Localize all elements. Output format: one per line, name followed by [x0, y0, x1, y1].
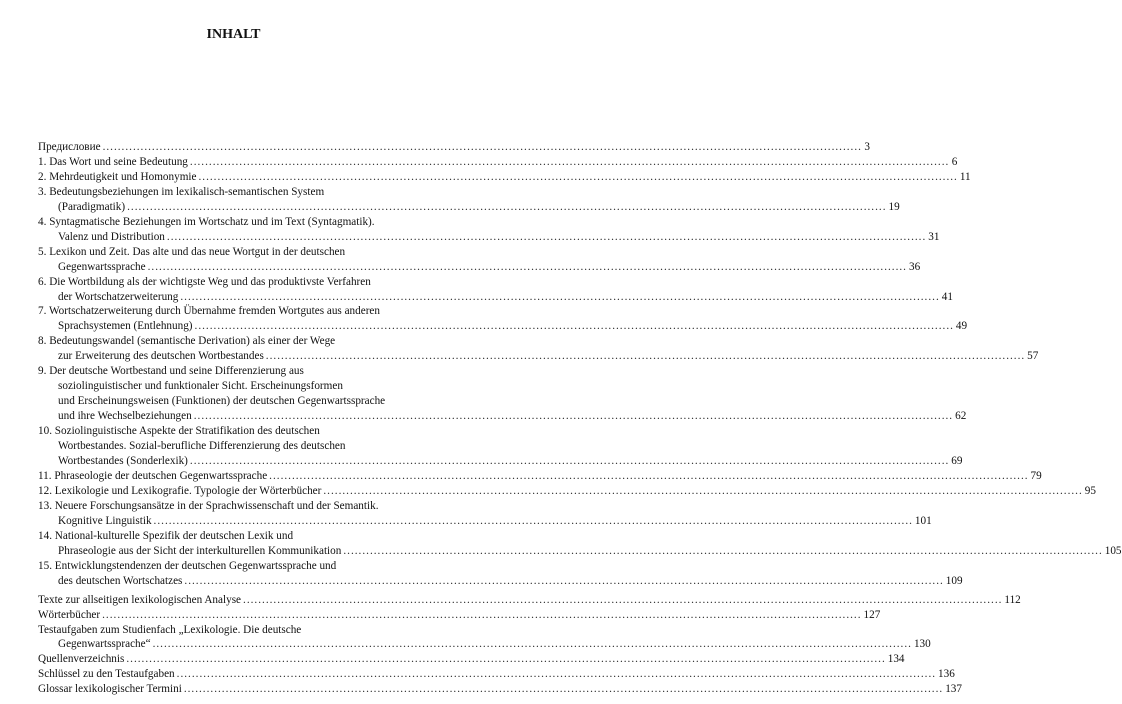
toc-entry-text: 9. Der deutsche Wortbestand und seine Differenzierung aus [38, 365, 304, 378]
toc-entry-text: Quellenverzeichnis [38, 653, 125, 666]
toc-entry[interactable] [38, 215, 940, 245]
toc-entry-text: und ihre Wechselbeziehungen [58, 410, 192, 423]
toc-entry[interactable] [38, 667, 955, 682]
toc-entry-text: Gegenwartssprache [58, 260, 146, 273]
toc-entry[interactable] [38, 529, 1122, 559]
toc-entry-text: 12. Lexikologie und Lexikografie. Typologie der Wörterbücher [38, 484, 322, 497]
dot-leader: ........................................................................................................................................................................................................ [269, 469, 1029, 482]
dot-leader: ........................................................................................................................................................................................................ [180, 290, 940, 303]
toc-entry-text: der Wortschatzerweiterung [58, 290, 179, 303]
dot-leader: ........................................................................................................................................................................................................ [102, 141, 862, 153]
dot-leader: ........................................................................................................................................................................................................ [152, 638, 912, 651]
dot-leader: ........................................................................................................................................................................................................ [102, 608, 862, 621]
toc-page-number: 112 [1004, 593, 1021, 606]
toc-entry-text: 1. Das Wort und seine Bedeutung [38, 155, 188, 168]
dot-leader: ........................................................................................................................................................................................................ [243, 593, 1003, 606]
toc-entry-text: 13. Neuere Forschungsansätze in der Sprachwissenschaft und der Semantik. [38, 499, 379, 512]
toc-page-number: 134 [887, 653, 905, 666]
toc-entry-text: Sprachsystemen (Entlehnung) [58, 320, 193, 333]
toc-entry-text: 10. Soziolinguistische Aspekte der Stratifikation des deutschen [38, 425, 320, 438]
toc-entry[interactable] [38, 608, 881, 623]
toc-entry[interactable] [38, 140, 870, 155]
toc-page-number: 62 [955, 410, 967, 423]
toc-entry[interactable] [38, 424, 963, 469]
toc-entry-text: Glossar lexikologischer Termini [38, 683, 182, 696]
toc-page-number: 105 [1104, 544, 1122, 557]
toc-page-number: 11 [959, 170, 971, 183]
dot-leader: ........................................................................................................................................................................................................ [194, 320, 954, 333]
toc-entry[interactable] [38, 170, 971, 185]
toc-entry-text: 7. Wortschatzerweiterung durch Übernahme fremden Wortgutes aus anderen [38, 305, 380, 318]
toc-page-number: 69 [951, 455, 963, 468]
toc-entry-text: Wortbestandes. Sozial-berufliche Differenzierung des deutschen [58, 440, 346, 453]
dot-leader: ........................................................................................................................................................................................................ [153, 514, 913, 527]
dot-leader: ........................................................................................................................................................................................................ [176, 668, 937, 681]
toc-entry-text: Valenz und Distribution [58, 230, 165, 243]
toc-entry-text: (Paradigmatik) [58, 200, 126, 213]
toc-entry[interactable] [38, 593, 1021, 608]
toc-entry-text: 8. Bedeutungswandel (semantische Derivation) als einer der Wege [38, 335, 336, 348]
toc-entry-text: 4. Syntagmatische Beziehungen im Wortschatz und im Text (Syntagmatik). [38, 215, 375, 228]
toc-page-number: 31 [928, 230, 940, 243]
dot-leader: ........................................................................................................................................................................................................ [189, 455, 950, 468]
table-of-contents [38, 140, 1122, 697]
toc-entry-text: 5. Lexikon und Zeit. Das alte und das neue Wortgut in der deutschen [38, 245, 346, 258]
dot-leader: ........................................................................................................................................................................................................ [189, 155, 950, 168]
dot-leader: ........................................................................................................................................................................................................ [323, 484, 1083, 497]
toc-page-number: 57 [1027, 350, 1039, 363]
toc-entry[interactable] [38, 484, 1096, 499]
toc-entry[interactable] [38, 334, 1039, 364]
dot-leader: ........................................................................................................................................................................................................ [265, 350, 1026, 363]
toc-page-number: 36 [908, 260, 921, 273]
toc-entry[interactable] [38, 623, 931, 653]
toc-entry-text: 15. Entwicklungstendenzen der deutschen Gegenwartssprache und [38, 559, 337, 572]
toc-entry-text: 3. Bedeutungsbeziehungen im lexikalisch-semantischen System [38, 185, 325, 198]
toc-entry[interactable] [38, 559, 963, 589]
toc-page-number: 130 [913, 638, 931, 651]
toc-entry-text: des deutschen Wortschatzes [58, 574, 183, 587]
dot-leader: ........................................................................................................................................................................................................ [147, 260, 907, 273]
toc-entry-text: 6. Die Wortbildung als der wichtigste Weg und das produktivste Verfahren [38, 275, 371, 288]
toc-entry-text: Wortbestandes (Sonderlexik) [58, 455, 188, 468]
toc-page-number: 127 [863, 608, 881, 621]
toc-entry-text: Schlüssel zu den Testaufgaben [38, 668, 175, 681]
toc-page-number: 109 [945, 574, 963, 587]
dot-leader: ........................................................................................................................................................................................................ [183, 683, 944, 696]
toc-entry-text: Texte zur allseitigen lexikologischen Analyse [38, 593, 242, 606]
dot-leader: ........................................................................................................................................................................................................ [343, 544, 1103, 557]
toc-page-number: 136 [938, 668, 955, 681]
dot-leader: ........................................................................................................................................................................................................ [166, 230, 927, 243]
page-title: INHALT [206, 27, 261, 42]
toc-entry[interactable] [38, 245, 921, 275]
toc-entry[interactable] [38, 155, 958, 170]
toc-entry[interactable] [38, 469, 1042, 484]
toc-page-number: 6 [951, 155, 958, 168]
toc-entry[interactable] [38, 275, 953, 305]
toc-entry-text: Gegenwartssprache“ [58, 638, 151, 651]
toc-entry-text: Предисловие [38, 141, 101, 153]
toc-page-number: 95 [1084, 484, 1096, 497]
dot-leader: ........................................................................................................................................................................................................ [198, 170, 958, 183]
toc-entry[interactable] [38, 185, 900, 215]
toc-entry-text: Testaufgaben zum Studienfach „Lexikologie. Die deutsche [38, 623, 302, 636]
toc-entry[interactable] [38, 682, 962, 697]
toc-page-number: 19 [888, 200, 900, 213]
toc-page-number: 137 [945, 683, 962, 696]
toc-page-number: 3 [864, 141, 870, 153]
dot-leader: ........................................................................................................................................................................................................ [184, 574, 944, 587]
toc-entry[interactable] [38, 364, 967, 424]
toc-entry-text: 14. National-kulturelle Spezifik der deutschen Lexik und [38, 529, 294, 542]
toc-entry-text: zur Erweiterung des deutschen Wortbestandes [58, 350, 264, 363]
toc-entry-text: Kognitive Linguistik [58, 514, 152, 527]
toc-entry-text: und Erscheinungsweisen (Funktionen) der deutschen Gegenwartssprache [58, 395, 386, 408]
toc-page-number: 101 [914, 514, 932, 527]
dot-leader: ........................................................................................................................................................................................................ [127, 200, 887, 213]
toc-entry-text: Phraseologie aus der Sicht der interkulturellen Kommunikation [58, 544, 342, 557]
toc-entry[interactable] [38, 304, 968, 334]
toc-page-number: 41 [941, 290, 953, 303]
toc-entry-text: 11. Phraseologie der deutschen Gegenwartssprache [38, 469, 268, 482]
toc-entry-text: Wörterbücher [38, 608, 101, 621]
toc-entry-text: soziolinguistischer und funktionaler Sicht. Erscheinungsformen [58, 380, 343, 393]
toc-entry[interactable] [38, 499, 932, 529]
dot-leader: ........................................................................................................................................................................................................ [193, 410, 954, 423]
toc-page-number: 49 [955, 320, 968, 333]
toc-entry[interactable] [38, 652, 905, 667]
toc-entry-text: 2. Mehrdeutigkeit und Homonymie [38, 170, 197, 183]
dot-leader: ........................................................................................................................................................................................................ [126, 653, 886, 666]
toc-page-number: 79 [1030, 469, 1042, 482]
